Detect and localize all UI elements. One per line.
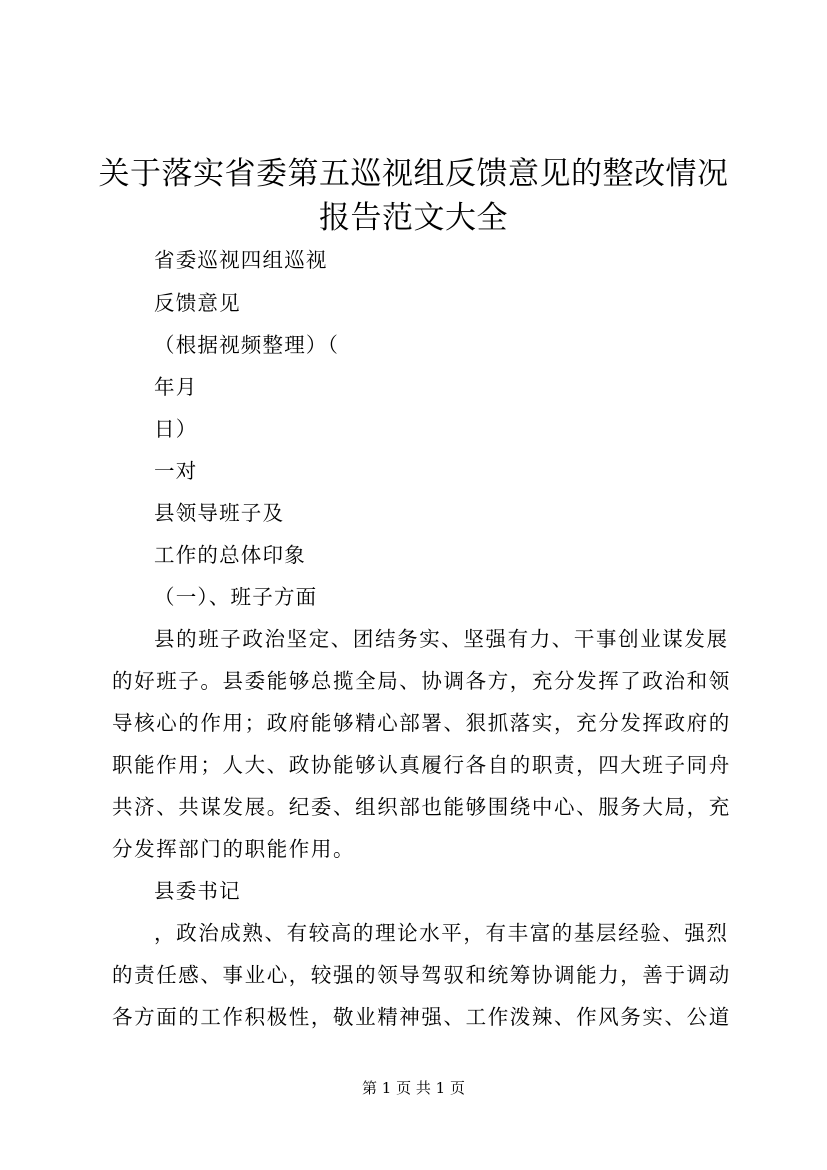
paragraph-line: 的责任感、事业心，较强的领导驾驭和统筹协调能力，善于调动 [112,963,731,987]
text-line: 反馈意见 [154,291,241,315]
text-line: 年月 [154,375,198,399]
paragraph-line: 职能作用；人大、政协能够认真履行各自的职责，四大班子同舟 [112,753,731,777]
text-line: 县委书记 [154,879,241,903]
paragraph-line: 县的班子政治坚定、团结务实、坚强有力、干事创业谋发展 [154,627,729,651]
page-footer: 第 1 页 共 1 页 [362,1079,465,1097]
paragraph-line: 分发挥部门的职能作用。 [112,837,356,861]
text-line: 一对 [154,459,198,483]
text-line: （根据视频整理）（ [154,333,340,357]
section-heading: （一）、班子方面 [154,585,318,609]
paragraph-line: 各方面的工作积极性，敬业精神强、工作泼辣、作风务实、公道 [112,1005,731,1029]
text-line: 工作的总体印象 [154,543,306,567]
paragraph-line: ，政治成熟、有较高的理论水平，有丰富的基层经验、强烈 [154,921,729,945]
text-line: 日） [154,417,198,441]
document-title-line-1: 关于落实省委第五巡视组反馈意见的整改情况 [98,156,729,192]
paragraph-line: 导核心的作用；政府能够精心部署、狠抓落实，充分发挥政府的 [112,711,731,735]
text-line: 县领导班子及 [154,501,285,525]
paragraph-line: 的好班子。县委能够总揽全局、协调各方，充分发挥了政治和领 [112,669,731,693]
paragraph-line: 共济、共谋发展。纪委、组织部也能够围绕中心、服务大局，充 [112,795,731,819]
document-title-line-2: 报告范文大全 [319,200,508,236]
text-line: 省委巡视四组巡视 [154,248,328,272]
